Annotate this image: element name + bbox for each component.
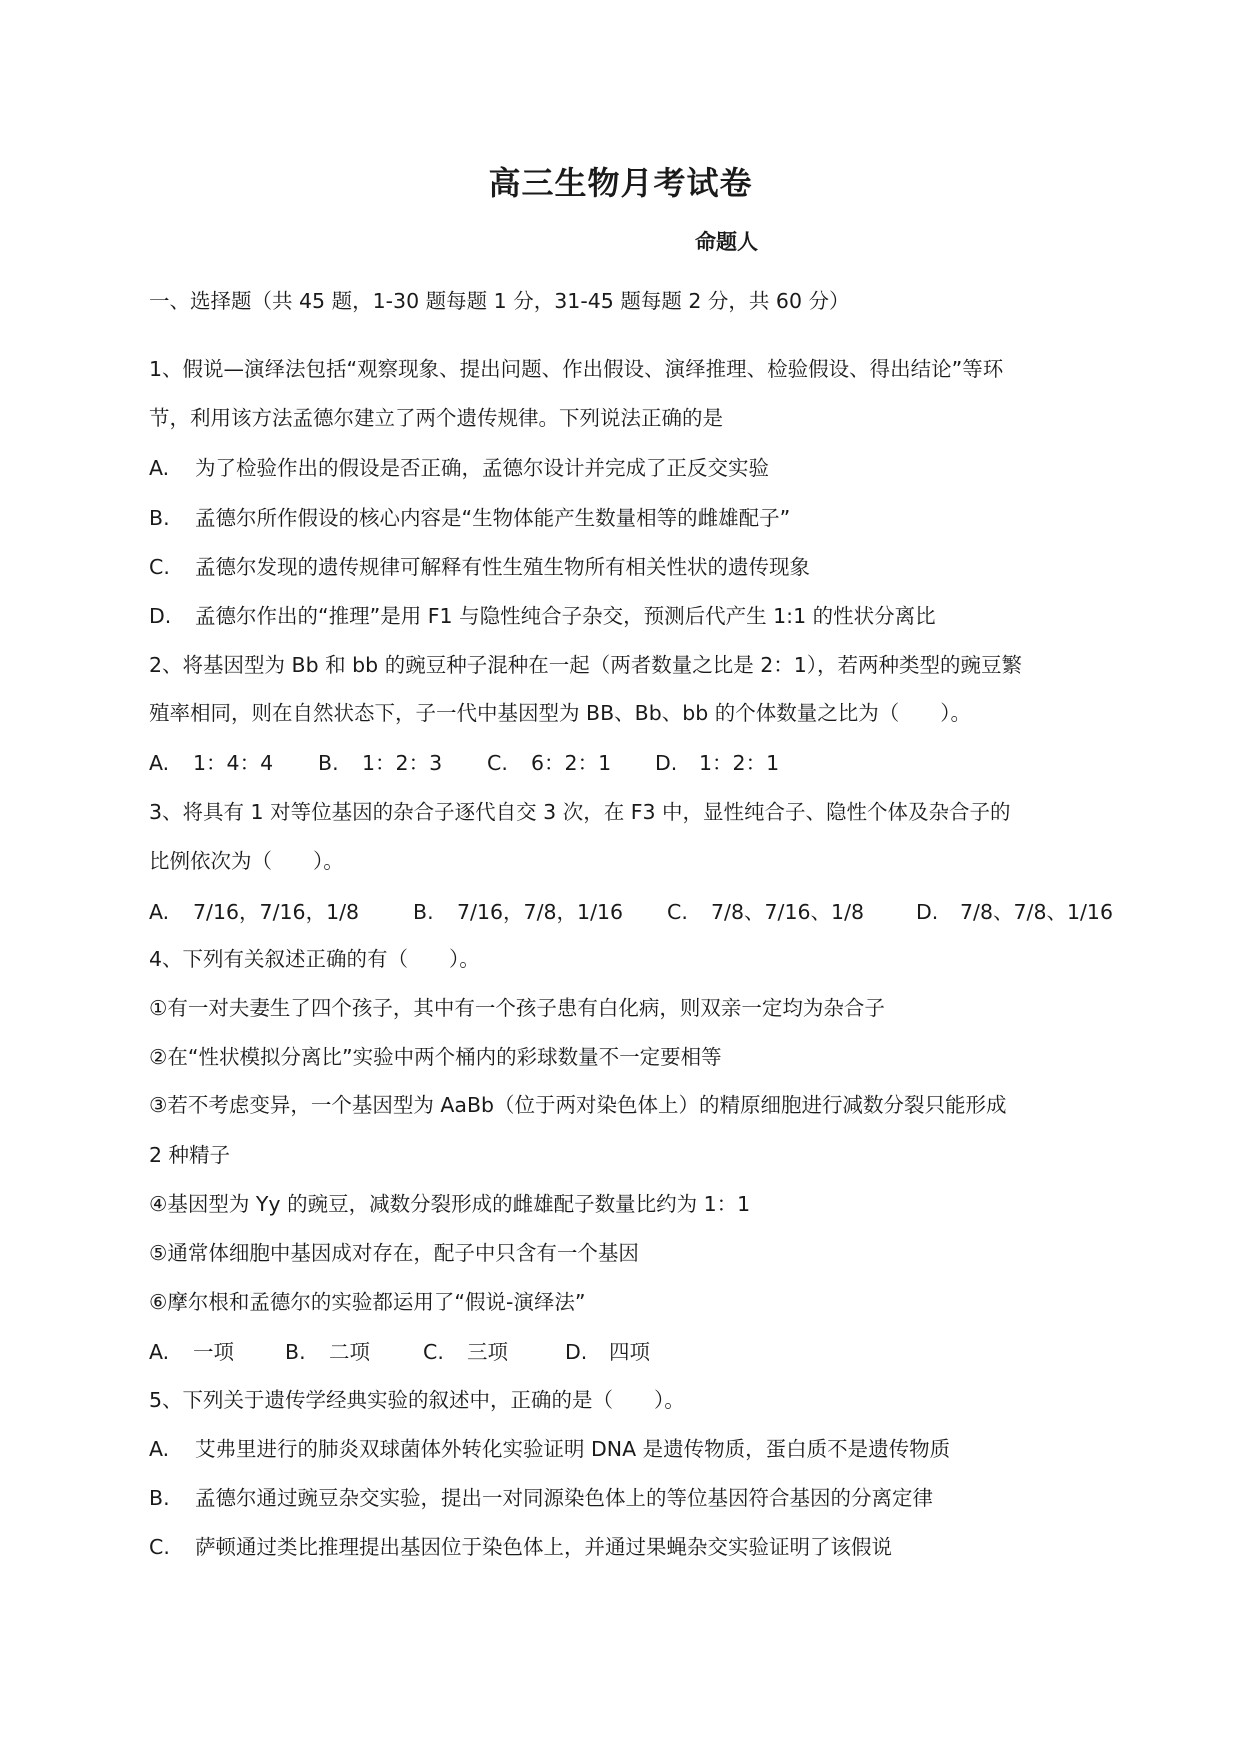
option-text: 孟德尔所作假设的核心内容是“生物体能产生数量相等的雌雄配子” <box>195 506 791 530</box>
q5-option-b <box>149 1488 933 1509</box>
option-letter: D. <box>565 1340 588 1364</box>
option-text: 1：2：1 <box>699 751 780 775</box>
q5-option-a <box>149 1439 950 1460</box>
option-text: 孟德尔发现的遗传规律可解释有性生殖生物所有相关性状的遗传现象 <box>195 555 810 579</box>
q4-statement-4: ④基因型为 Yy 的豌豆，减数分裂形成的雌雄配子数量比约为 1：1 <box>149 1192 751 1216</box>
option-letter: D. <box>149 604 172 628</box>
option-letter: A. <box>149 1437 170 1461</box>
page-title: 高三生物月考试卷 <box>488 164 753 202</box>
option-letter: A. <box>149 900 170 924</box>
option-text: 1：2：3 <box>362 751 443 775</box>
q1-stem-line1: 1、假说—演绎法包括“观察现象、提出问题、作出假设、演绎推理、检验假设、得出结论”等环 <box>149 357 1004 381</box>
option-letter: B. <box>318 751 339 775</box>
option-letter: C. <box>487 751 508 775</box>
option-letter: D. <box>916 900 939 924</box>
q4-statement-2: ②在“性状模拟分离比”实验中两个桶内的彩球数量不一定要相等 <box>149 1045 722 1069</box>
option-text: 6：2：1 <box>531 751 612 775</box>
q4-options <box>149 1342 650 1363</box>
q1-option-a <box>149 458 769 479</box>
q3-stem-line2: 比例依次为（ ）。 <box>149 849 344 873</box>
q1-option-c <box>149 557 810 578</box>
q4-statement-3-cont: 2 种精子 <box>149 1143 231 1167</box>
option-text: 7/8、7/16、1/8 <box>711 900 865 924</box>
option-text: 7/8、7/8、1/16 <box>960 900 1114 924</box>
option-letter: A. <box>149 751 170 775</box>
section-heading: 一、选择题（共 45 题，1-30 题每题 1 分，31-45 题每题 2 分，共 60 分） <box>149 289 850 313</box>
option-text: 四项 <box>609 1340 650 1364</box>
q2-stem-line2: 殖率相同，则在自然状态下，子一代中基因型为 BB、Bb、bb 的个体数量之比为（ ）。 <box>149 701 972 725</box>
q1-option-d <box>149 606 936 627</box>
q4-statement-3: ③若不考虑变异，一个基因型为 AaBb（位于两对染色体上）的精原细胞进行减数分裂只能形成 <box>149 1093 1007 1117</box>
option-letter: C. <box>149 555 170 579</box>
q3-options <box>149 902 1113 923</box>
q4-stem: 4、下列有关叙述正确的有（ ）。 <box>149 947 480 971</box>
q2-options <box>149 753 779 774</box>
option-letter: C. <box>667 900 688 924</box>
option-letter: C. <box>423 1340 444 1364</box>
q3-stem-line1: 3、将具有 1 对等位基因的杂合子逐代自交 3 次，在 F3 中，显性纯合子、隐性个体及杂合子的 <box>149 800 1011 824</box>
option-text: 三项 <box>467 1340 508 1364</box>
q5-stem: 5、下列关于遗传学经典实验的叙述中，正确的是（ ）。 <box>149 1388 685 1412</box>
option-text: 孟德尔通过豌豆杂交实验，提出一对同源染色体上的等位基因符合基因的分离定律 <box>195 1486 933 1510</box>
q2-stem-line1: 2、将基因型为 Bb 和 bb 的豌豆种子混种在一起（两者数量之比是 2：1），若两种类型的豌豆繁 <box>149 653 1023 677</box>
option-letter: B. <box>413 900 434 924</box>
option-text: 7/16，7/16，1/8 <box>193 900 360 924</box>
option-text: 7/16，7/8，1/16 <box>457 900 624 924</box>
option-text: 艾弗里进行的肺炎双球菌体外转化实验证明 DNA 是遗传物质，蛋白质不是遗传物质 <box>195 1437 951 1461</box>
option-letter: D. <box>655 751 678 775</box>
option-text: 一项 <box>193 1340 234 1364</box>
option-letter: B. <box>149 1486 170 1510</box>
author-label: 命题人 <box>695 230 758 254</box>
option-letter: B. <box>285 1340 306 1364</box>
option-text: 萨顿通过类比推理提出基因位于染色体上，并通过果蝇杂交实验证明了该假说 <box>195 1535 892 1559</box>
q1-stem-line2: 节，利用该方法孟德尔建立了两个遗传规律。下列说法正确的是 <box>149 406 723 430</box>
q4-statement-1: ①有一对夫妻生了四个孩子，其中有一个孩子患有白化病，则双亲一定均为杂合子 <box>149 996 885 1020</box>
option-text: 孟德尔作出的“推理”是用 F1 与隐性纯合子杂交，预测后代产生 1:1 的性状分离比 <box>195 604 936 628</box>
option-letter: A. <box>149 456 170 480</box>
q4-statement-5: ⑤通常体细胞中基因成对存在，配子中只含有一个基因 <box>149 1241 639 1265</box>
q1-option-b <box>149 508 790 529</box>
option-text: 1：4：4 <box>193 751 274 775</box>
option-text: 二项 <box>329 1340 370 1364</box>
option-letter: B. <box>149 506 170 530</box>
option-text: 为了检验作出的假设是否正确，孟德尔设计并完成了正反交实验 <box>195 456 769 480</box>
q4-statement-6: ⑥摩尔根和孟德尔的实验都运用了“假说-演绎法” <box>149 1290 586 1314</box>
option-letter: C. <box>149 1535 170 1559</box>
q5-option-c <box>149 1537 892 1558</box>
option-letter: A. <box>149 1340 170 1364</box>
